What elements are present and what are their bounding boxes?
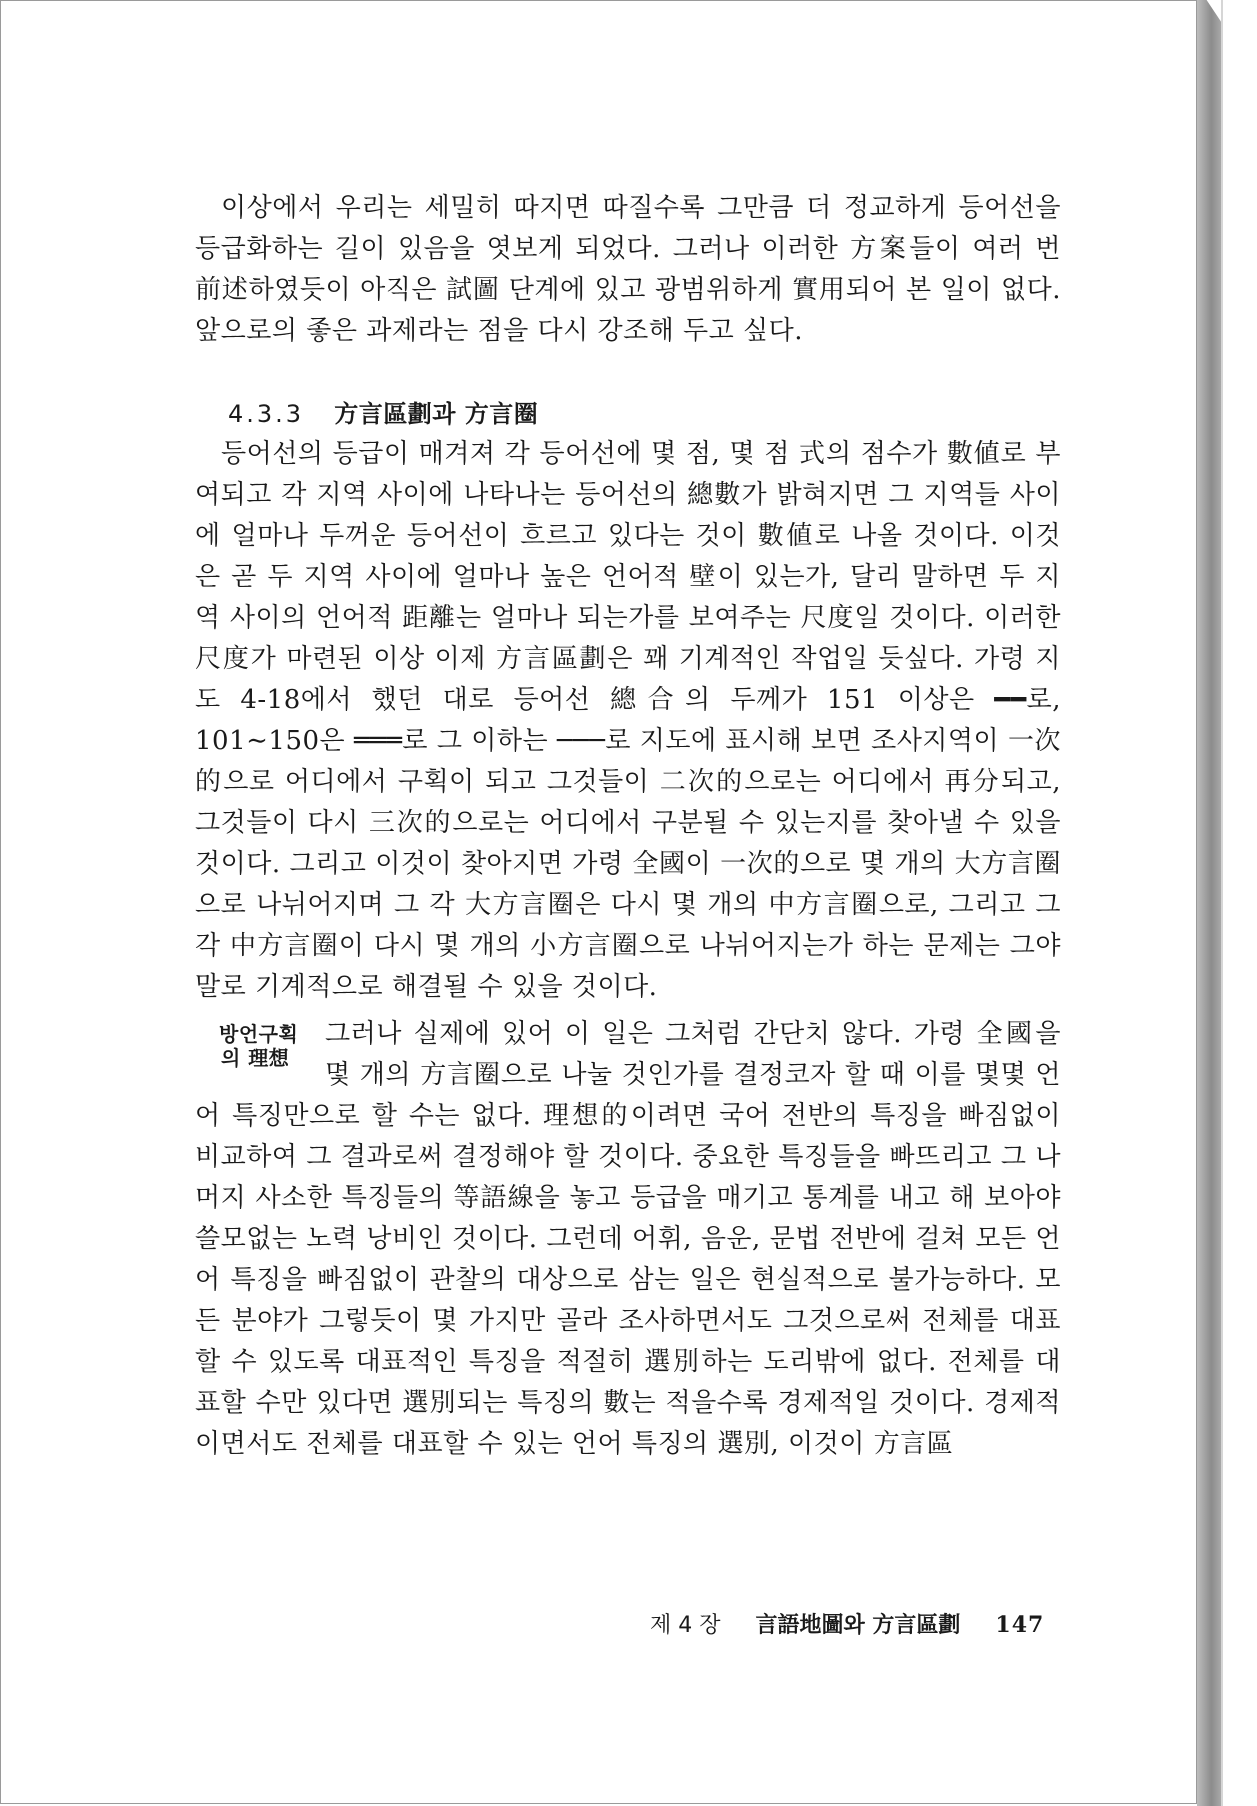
page-footer [650, 1610, 1044, 1641]
ideal-section [195, 1014, 1061, 1465]
side-heading-line-2: 의 理想 [221, 1046, 290, 1070]
section-number: 4.3.3 [228, 400, 305, 428]
section-heading [195, 394, 1061, 434]
side-heading-line-1: 방언구획 [219, 1022, 299, 1046]
page-content [195, 188, 1061, 1465]
footer-chapter: 제 4 장 [650, 1613, 721, 1638]
intro-paragraph: 이상에서 우리는 세밀히 따지면 따질수록 그만큼 더 정교하게 등어선을 등급화하는 길이 있음을 엿보게 되었다. 그러나 이러한 方案들이 여러 번 前述하였듯이 아직은 試圖 단계에 있고 광범위하게 實用되어 본 일이 없다. 앞으로의 좋은 과제라는 점을 다시 강조해 두고 싶다. [195, 193, 1061, 346]
section-body-paragraph: 등어선의 등급이 매겨져 각 등어선에 몇 점, 몇 점 式의 점수가 數値로 부여되고 각 지역 사이에 나타나는 등어선의 總數가 밝혀지면 그 지역들 사이에 얼마나 두꺼운 등어선이 흐르고 있다는 것이 數値로 나올 것이다. 이것은 곧 두 지역 사이에 얼마나 높은 언어적 壁이 있는가, 달리 말하면 두 지역 사이의 언어적 距離는 얼마나 되는가를 보여주는 尺度일 것이다. 이러한 尺度가 마련된 이상 이제 方言區劃은 꽤 기계적인 작업일 듯싶다. 가령 지도 4-18에서 했던 대로 등어선 總合의 두께가 151 이상은 ━━로, 101∼150은 ═══로 그 이하는 ───로 지도에 표시해 보면 조사지역이 一次的으로 어디에서 구획이 되고 그것들이 二次的으로는 어디에서 再分되고, 그것들이 다시 三次的으로는 어디에서 구분될 수 있는지를 찾아낼 수 있을 것이다. 그리고 이것이 찾아지면 가령 全國이 一次的으로 몇 개의 大方言圈으로 나뉘어지며 그 각 大方言圈은 다시 몇 개의 中方言圈으로, 그리고 그 각 中方言圈이 다시 몇 개의 小方言圈으로 나뉘어지는가 하는 문제는 그야말로 기계적으로 해결될 수 있을 것이다. [195, 439, 1061, 1002]
page-edge-shadow [1197, 0, 1221, 1806]
page-edge-highlight [1221, 0, 1223, 1806]
section-title: 方言區劃과 方言圈 [334, 400, 539, 428]
page-number: 147 [995, 1612, 1045, 1638]
footer-chapter-title: 言語地圖와 方言區劃 [755, 1613, 961, 1638]
margin-side-heading [195, 1014, 325, 1096]
ideal-paragraph: 그러나 실제에 있어 이 일은 그처럼 간단치 않다. 가령 全國을 몇 개의 方言圈으로 나눌 것인가를 결정코자 할 때 이를 몇몇 언어 특징만으로 할 수는 없다. 理想的이려면 국어 전반의 특징을 빠짐없이 비교하여 그 결과로써 결정해야 할 것이다. 중요한 특징들을 빠뜨리고 그 나머지 사소한 특징들의 等語線을 놓고 등급을 매기고 통계를 내고 해 보아야 쓸모없는 노력 낭비인 것이다. 그런데 어휘, 음운, 문법 전반에 걸쳐 모든 언어 특징을 빠짐없이 관찰의 대상으로 삼는 일은 현실적으로 불가능하다. 모든 분야가 그렇듯이 몇 가지만 골라 조사하면서도 그것으로써 전체를 대표할 수 있도록 대표적인 특징을 적절히 選別하는 도리밖에 없다. 전체를 대표할 수만 있다면 選別되는 특징의 數는 적을수록 경제적일 것이다. 경제적이면서도 전체를 대표할 수 있는 언어 특징의 選別, 이것이 方言區 [195, 1019, 1061, 1459]
